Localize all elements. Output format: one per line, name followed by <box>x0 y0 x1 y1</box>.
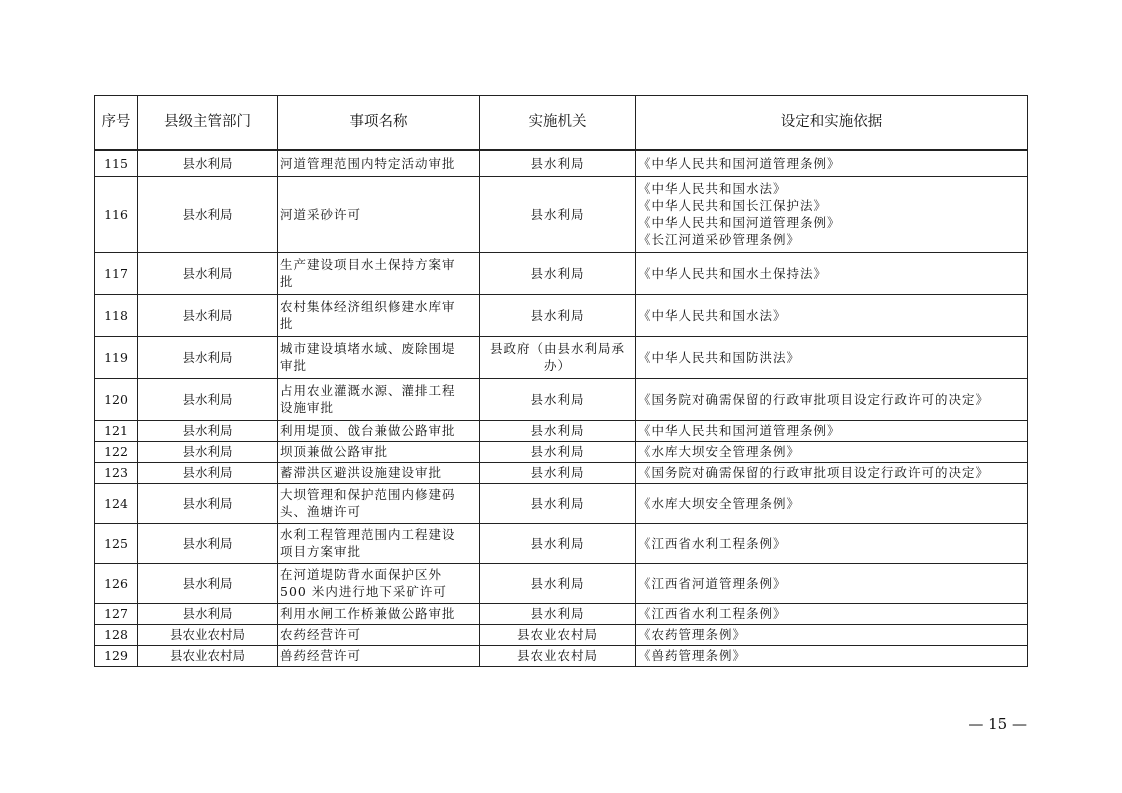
cell-dept: 县水利局 <box>138 483 278 523</box>
cell-item <box>278 645 480 666</box>
table-row <box>95 441 1028 462</box>
cell-org-line: 县水利局 <box>530 307 585 323</box>
table-body <box>95 150 1028 666</box>
cell-seq: 128 <box>95 624 138 645</box>
cell-org-line: 县水利局 <box>530 495 585 511</box>
cell-item-line: 大坝管理和保护范围内修建码 <box>280 487 456 502</box>
cell-org <box>480 483 636 523</box>
cell-dept: 县农业农村局 <box>138 645 278 666</box>
cell-item <box>278 441 480 462</box>
cell-item <box>278 150 480 176</box>
cell-basis-line: 《中华人民共和国河道管理条例》 <box>638 215 841 230</box>
cell-dept: 县农业农村局 <box>138 624 278 645</box>
cell-org <box>480 603 636 624</box>
cell-item-line: 河道管理范围内特定活动审批 <box>280 155 456 171</box>
cell-dept: 县水利局 <box>138 420 278 441</box>
cell-basis <box>636 441 1028 462</box>
cell-item-line: 利用水闸工作桥兼做公路审批 <box>280 606 456 621</box>
page-number: — 15 — <box>968 715 1027 733</box>
cell-basis <box>636 336 1028 378</box>
table-row <box>95 563 1028 603</box>
cell-item-line: 占用农业灌溉水源、灌排工程 <box>280 383 456 398</box>
cell-basis-line: 《农药管理条例》 <box>638 627 747 642</box>
cell-org-line: 县水利局 <box>530 155 585 171</box>
cell-item-line: 蓄滞洪区避洪设施建设审批 <box>280 465 443 480</box>
header-item: 事项名称 <box>278 96 480 151</box>
cell-seq: 122 <box>95 441 138 462</box>
cell-basis-line: 《国务院对确需保留的行政审批项目设定行政许可的决定》 <box>638 465 990 480</box>
table-row <box>95 336 1028 378</box>
cell-basis-line: 《江西省水利工程条例》 <box>638 606 787 621</box>
cell-item-line: 在河道堤防背水面保护区外 <box>280 567 443 582</box>
cell-org-line: 县水利局 <box>530 444 585 459</box>
cell-item-line: 农药经营许可 <box>280 627 362 642</box>
cell-org-line: 县水利局 <box>530 391 585 407</box>
cell-org <box>480 176 636 252</box>
cell-org <box>480 523 636 563</box>
table-row <box>95 603 1028 624</box>
cell-seq: 121 <box>95 420 138 441</box>
cell-dept: 县水利局 <box>138 252 278 294</box>
cell-seq: 118 <box>95 294 138 336</box>
table-row <box>95 483 1028 523</box>
cell-seq: 120 <box>95 378 138 420</box>
table-row <box>95 624 1028 645</box>
cell-basis <box>636 420 1028 441</box>
cell-org <box>480 420 636 441</box>
cell-item <box>278 420 480 441</box>
cell-dept: 县水利局 <box>138 336 278 378</box>
cell-dept: 县水利局 <box>138 294 278 336</box>
cell-item-line: 设施审批 <box>280 400 335 415</box>
cell-org-line: 县水利局 <box>530 265 585 281</box>
cell-dept: 县水利局 <box>138 523 278 563</box>
cell-basis <box>636 294 1028 336</box>
cell-org <box>480 150 636 176</box>
cell-basis <box>636 645 1028 666</box>
table-row <box>95 645 1028 666</box>
cell-item <box>278 624 480 645</box>
cell-basis <box>636 378 1028 420</box>
cell-item-line: 河道采砂许可 <box>280 206 362 222</box>
cell-basis <box>636 624 1028 645</box>
cell-item <box>278 603 480 624</box>
cell-dept: 县水利局 <box>138 150 278 176</box>
cell-basis <box>636 523 1028 563</box>
cell-basis-line: 《中华人民共和国水法》 <box>638 181 787 196</box>
cell-item-line: 兽药经营许可 <box>280 648 362 663</box>
cell-seq: 126 <box>95 563 138 603</box>
cell-org-line: 办） <box>543 358 571 373</box>
cell-basis-line: 《中华人民共和国防洪法》 <box>638 349 801 365</box>
table-row <box>95 252 1028 294</box>
cell-dept: 县水利局 <box>138 563 278 603</box>
cell-item-line: 城市建设填堵水域、废除围堤 <box>280 341 456 356</box>
cell-item <box>278 294 480 336</box>
table-row <box>95 150 1028 176</box>
cell-basis-line: 《国务院对确需保留的行政审批项目设定行政许可的决定》 <box>638 391 990 407</box>
cell-item-line: 坝顶兼做公路审批 <box>280 444 389 459</box>
cell-seq: 117 <box>95 252 138 294</box>
cell-item <box>278 336 480 378</box>
cell-org-line: 县水利局 <box>530 206 585 222</box>
cell-org <box>480 624 636 645</box>
cell-basis <box>636 462 1028 483</box>
approval-items-table <box>94 95 1028 667</box>
cell-item-line: 头、渔塘许可 <box>280 504 362 519</box>
cell-basis-line: 《江西省水利工程条例》 <box>638 535 787 551</box>
cell-item-line: 审批 <box>280 358 308 373</box>
cell-item-line: 利用堤顶、戗台兼做公路审批 <box>280 423 456 438</box>
table-row <box>95 294 1028 336</box>
table-row <box>95 462 1028 483</box>
cell-basis-line: 《兽药管理条例》 <box>638 648 747 663</box>
cell-dept: 县水利局 <box>138 378 278 420</box>
cell-item <box>278 483 480 523</box>
cell-org-line: 县政府（由县水利局承 <box>489 341 625 356</box>
cell-org-line: 县水利局 <box>530 535 585 551</box>
cell-org <box>480 336 636 378</box>
cell-item <box>278 176 480 252</box>
cell-basis <box>636 176 1028 252</box>
cell-item-line: 批 <box>280 316 294 331</box>
table-row <box>95 378 1028 420</box>
cell-basis-line: 《中华人民共和国河道管理条例》 <box>638 155 841 171</box>
cell-seq: 116 <box>95 176 138 252</box>
cell-basis <box>636 563 1028 603</box>
cell-org-line: 县水利局 <box>530 465 585 480</box>
cell-seq: 119 <box>95 336 138 378</box>
cell-item-line: 水利工程管理范围内工程建设 <box>280 527 456 542</box>
table-row <box>95 523 1028 563</box>
cell-basis-line: 《中华人民共和国水土保持法》 <box>638 265 828 281</box>
cell-item <box>278 563 480 603</box>
cell-org-line: 县水利局 <box>530 575 585 591</box>
cell-item-line: 农村集体经济组织修建水库审 <box>280 299 456 314</box>
cell-seq: 125 <box>95 523 138 563</box>
cell-item-line: 500 米内进行地下采矿许可 <box>280 584 447 599</box>
cell-seq: 127 <box>95 603 138 624</box>
cell-basis-line: 《长江河道采砂管理条例》 <box>638 232 801 247</box>
cell-dept: 县水利局 <box>138 462 278 483</box>
cell-dept: 县水利局 <box>138 603 278 624</box>
cell-org-line: 县水利局 <box>530 423 585 438</box>
cell-basis-line: 《水库大坝安全管理条例》 <box>638 444 801 459</box>
cell-item-line: 生产建设项目水土保持方案审 <box>280 257 456 272</box>
cell-org-line: 县水利局 <box>530 606 585 621</box>
table-row <box>95 176 1028 252</box>
cell-dept: 县水利局 <box>138 441 278 462</box>
cell-org <box>480 441 636 462</box>
cell-item <box>278 252 480 294</box>
cell-basis <box>636 150 1028 176</box>
cell-basis-line: 《中华人民共和国水法》 <box>638 307 787 323</box>
cell-item <box>278 523 480 563</box>
cell-dept: 县水利局 <box>138 176 278 252</box>
cell-item-line: 项目方案审批 <box>280 544 362 559</box>
cell-basis <box>636 483 1028 523</box>
cell-org <box>480 252 636 294</box>
header-basis: 设定和实施依据 <box>636 96 1028 151</box>
cell-org <box>480 462 636 483</box>
cell-basis-line: 《中华人民共和国河道管理条例》 <box>638 423 841 438</box>
cell-org <box>480 645 636 666</box>
cell-seq: 123 <box>95 462 138 483</box>
cell-basis-line: 《中华人民共和国长江保护法》 <box>638 198 828 213</box>
cell-seq: 124 <box>95 483 138 523</box>
cell-basis <box>636 603 1028 624</box>
header-seq: 序号 <box>95 96 138 151</box>
cell-seq: 115 <box>95 150 138 176</box>
cell-org <box>480 563 636 603</box>
cell-org <box>480 294 636 336</box>
cell-org-line: 县农业农村局 <box>516 627 598 642</box>
header-dept: 县级主管部门 <box>138 96 278 151</box>
cell-org <box>480 378 636 420</box>
cell-item <box>278 462 480 483</box>
cell-item-line: 批 <box>280 274 294 289</box>
cell-seq: 129 <box>95 645 138 666</box>
cell-item <box>278 378 480 420</box>
header-org: 实施机关 <box>480 96 636 151</box>
cell-basis-line: 《水库大坝安全管理条例》 <box>638 495 801 511</box>
cell-org-line: 县农业农村局 <box>516 648 598 663</box>
cell-basis <box>636 252 1028 294</box>
cell-basis-line: 《江西省河道管理条例》 <box>638 575 787 591</box>
table-row <box>95 420 1028 441</box>
table-header-row <box>95 96 1028 151</box>
